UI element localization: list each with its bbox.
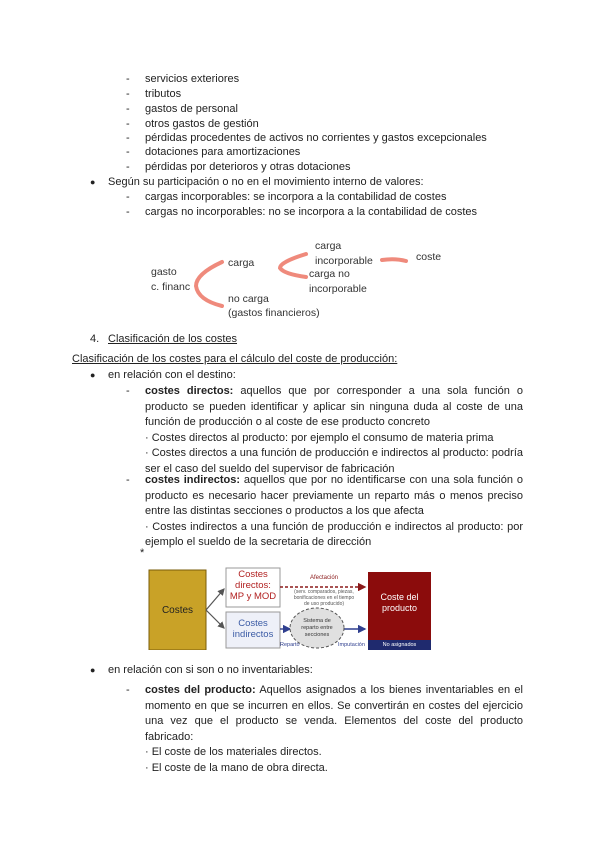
figure-indirectos-2: indirectos — [232, 629, 274, 640]
diagram-carga-no-2: incorporable — [309, 283, 367, 295]
bullet-icon: ● — [90, 665, 96, 675]
list-item: servicios exteriores — [145, 73, 240, 85]
costes-producto-text: una vez que el producto se venda. Elementos del coste del producto — [145, 715, 523, 728]
figure-no-asignados: No asignados — [382, 642, 417, 648]
list-dash: - — [126, 474, 130, 486]
costes-indirectos-sub1: ejemplo el sueldo de la secretaria de dirección — [145, 536, 372, 549]
figure-coste-producto-2: producto — [381, 603, 418, 613]
diagram-gastos-financieros: (gastos financieros) — [228, 307, 320, 319]
costes-directos-block — [145, 384, 523, 478]
figure-reparto: Reparto — [280, 642, 300, 648]
bullet-inventariables: en relación con si son o no inventariables: — [108, 664, 313, 676]
diagram-coste: coste — [416, 251, 442, 263]
costes-producto-block — [145, 683, 523, 777]
list-dash: - — [126, 206, 130, 218]
diagram-gasto: gasto — [151, 266, 177, 278]
list-dash: - — [126, 88, 130, 100]
costes-producto-sub1: · El coste de los materiales directos. — [145, 746, 322, 759]
costes-producto-text: Aquellos asignados a los bienes inventariables en el — [259, 684, 523, 696]
list-item: pérdidas procedentes de activos no corrientes y gastos excepcionales — [145, 132, 487, 144]
list-item: cargas no incorporables: no se incorpora a la contabilidad de costes — [145, 206, 478, 218]
list-dash: - — [126, 191, 130, 203]
diagram-no-carga: no carga — [228, 293, 269, 305]
costes-indirectos-text: aquellos que por no identificarse con una sola función o — [243, 474, 523, 486]
costes-producto-text: momento en que se incurren en ellos. Se convertirán en costes del ejercicio — [145, 699, 523, 712]
diagram-carga-incorporable-2: incorporable — [315, 255, 373, 267]
costes-directos-sub1: · Costes directos al producto: por ejemplo el consumo de materia prima — [145, 431, 494, 444]
costes-directos-sub2: ser el caso del sueldo del supervisor de fabricación — [145, 462, 395, 475]
figure-sistema: Sistema de — [303, 618, 331, 624]
figure-afect-desc: bonificaciones en el tiempo — [293, 595, 355, 601]
bullet-icon: ● — [90, 177, 96, 187]
costes-directos-sub2: · Costes directos a una función de producción e indirectos al producto: podría — [145, 447, 523, 460]
list-item: cargas incorporables: se incorpora a la contabilidad de costes — [145, 191, 447, 203]
list-dash: - — [126, 146, 130, 158]
list-dash: - — [126, 385, 130, 397]
costes-indirectos-term: costes indirectos: — [145, 474, 240, 486]
costes-indirectos-text: entre las distintas secciones o productos a los que afecta — [145, 505, 424, 518]
cost-flow-figure — [148, 565, 433, 650]
list-item: pérdidas por deterioros y otras dotaciones — [145, 161, 351, 173]
list-item: dotaciones para amortizaciones — [145, 146, 301, 158]
list-dash: - — [126, 132, 130, 144]
bullet-icon: ● — [90, 370, 96, 380]
list-dash: - — [126, 103, 130, 115]
list-dash: - — [126, 161, 130, 173]
costes-producto-sub2: · El coste de la mano de obra directa. — [145, 761, 328, 774]
costes-producto-text: fabricado: — [145, 730, 194, 743]
figure-costes: Costes — [161, 605, 194, 616]
list-item: otros gastos de gestión — [145, 118, 259, 130]
bullet-destino: en relación con el destino: — [108, 369, 236, 381]
figure-indirectos-1: Costes — [238, 618, 268, 629]
costes-indirectos-sub1: · Costes indirectos a una función de producción e indirectos al producto: por — [145, 520, 523, 533]
asterisk: * — [140, 547, 145, 559]
diagram-carga-incorporable-1: carga — [315, 240, 342, 252]
figure-directos-2: directos: — [235, 580, 271, 591]
list-item: gastos de personal — [145, 103, 238, 115]
section-title: Clasificación de los costes — [108, 333, 238, 345]
figure-afectacion: Afectación — [309, 575, 339, 581]
figure-sistema: secciones — [304, 632, 330, 638]
costes-directos-text: función de producción o al coste de ese producto concreto — [145, 416, 430, 429]
diagram-carga: carga — [228, 257, 255, 269]
figure-afect-desc: de uso producido) — [303, 601, 345, 607]
costes-indirectos-text: producto es necesario hacer previamente un reparto más o menos preciso — [145, 489, 523, 502]
diagram-c-financ: c. financ — [151, 281, 191, 293]
costes-producto-term: costes del producto: — [145, 684, 256, 696]
list-item: tributos — [145, 88, 182, 100]
figure-imputacion: Imputación — [338, 642, 365, 648]
list-dash: - — [126, 118, 130, 130]
costes-indirectos-block — [145, 473, 523, 551]
list-dash: - — [126, 73, 130, 85]
section-number: 4. — [90, 333, 100, 345]
figure-directos-3: MP y MOD — [229, 591, 277, 602]
bullet-participacion: Según su participación o no en el movimiento interno de valores: — [108, 176, 424, 188]
costes-directos-text: aquellos que por corresponder a una sola función o — [240, 385, 523, 397]
subtitle: Clasificación de los costes para el cálculo del coste de producción: — [72, 353, 398, 365]
costes-directos-term: costes directos: — [145, 385, 234, 397]
figure-sistema: reparto entre — [301, 625, 333, 631]
diagram-carga-no-1: carga no — [309, 268, 350, 280]
figure-afect-desc: (serv. comparados, piezas, — [294, 589, 354, 595]
figure-directos-1: Costes — [238, 569, 268, 580]
figure-coste-producto-1: Coste del — [380, 592, 419, 602]
costes-directos-text: producto se pueden identificar y aplicar sin ninguna duda al coste de una — [145, 400, 523, 413]
list-dash: - — [126, 684, 130, 696]
